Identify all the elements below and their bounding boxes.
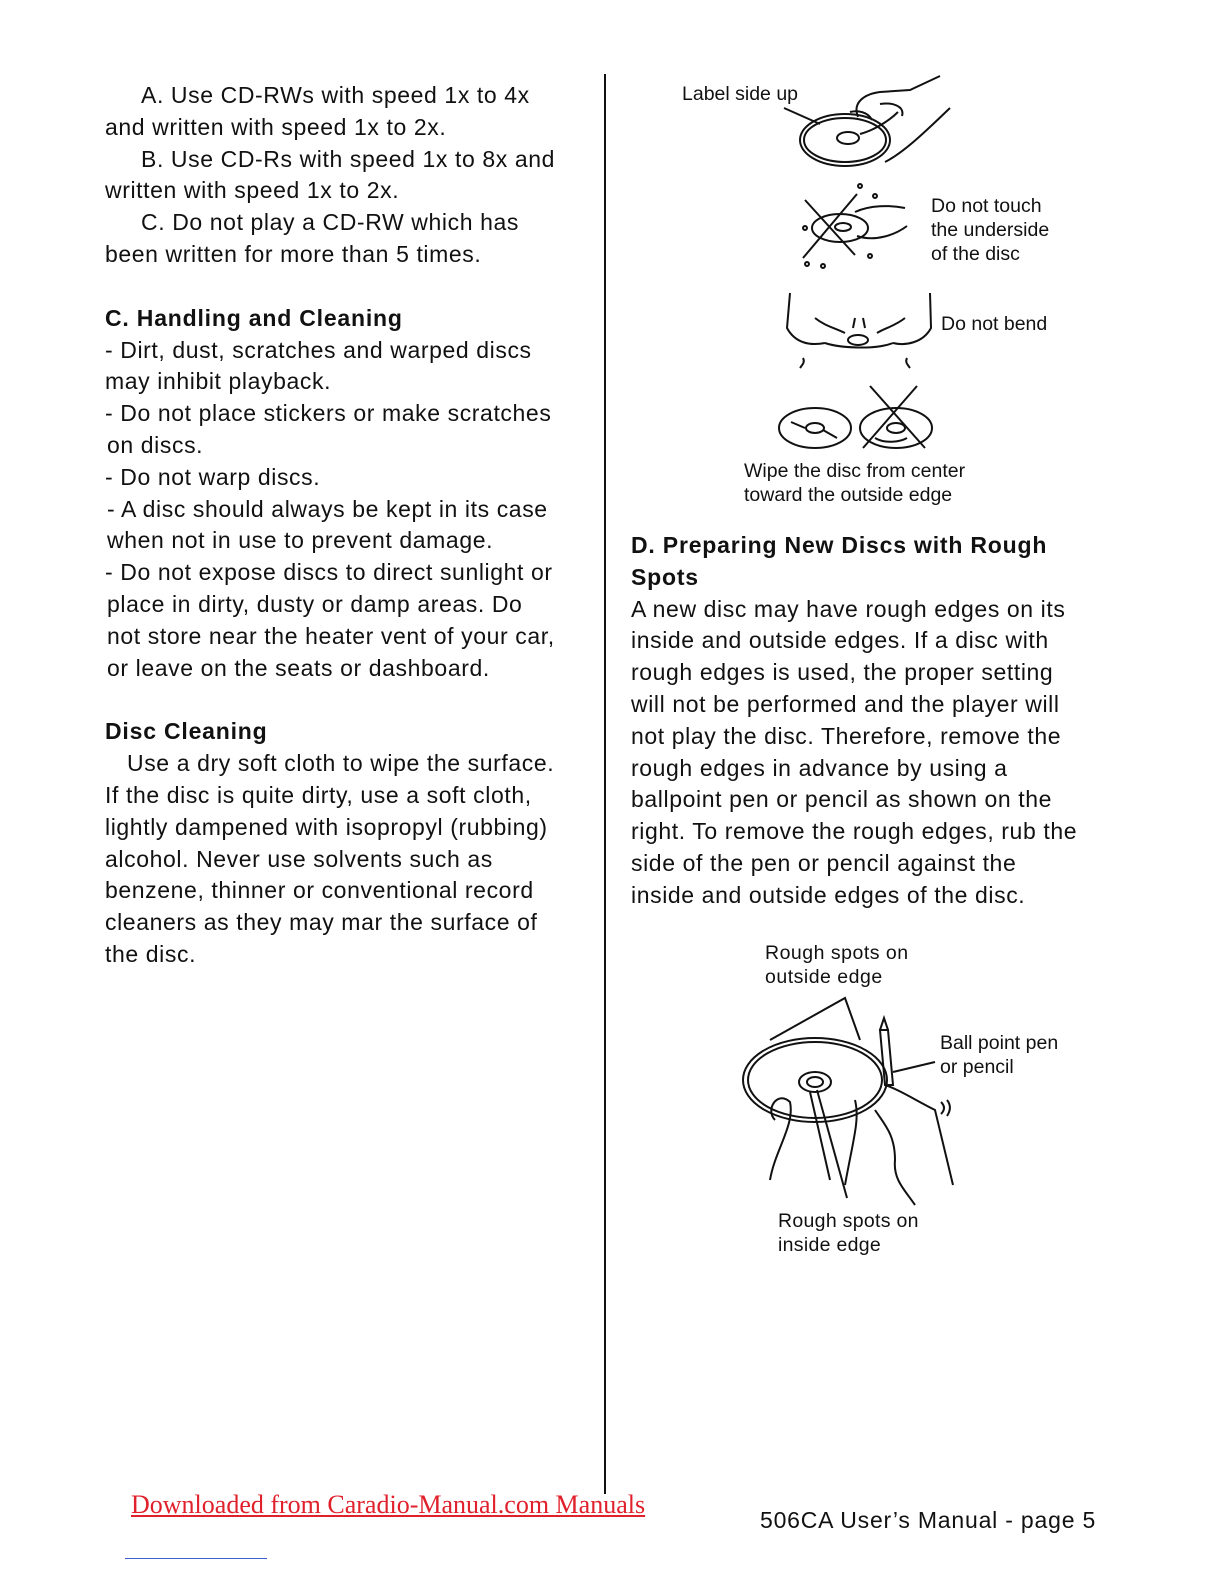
wipe-caption-line: toward the outside edge xyxy=(744,484,953,506)
handling-line: may inhibit playback. xyxy=(105,368,332,395)
do-not-touch-caption-line: of the disc xyxy=(931,243,1020,265)
right-column xyxy=(631,530,1121,912)
intro-line: and written with speed 1x to 2x. xyxy=(105,113,447,140)
handling-line: - A disc should always be kept in its case xyxy=(107,495,548,522)
column-divider xyxy=(604,74,606,1494)
handling-line: or leave on the seats or dashboard. xyxy=(107,654,490,681)
do-not-bend-illustration xyxy=(785,288,935,378)
handling-line: on discs. xyxy=(107,431,204,458)
preparing-heading-text: . Preparing New Discs with Rough xyxy=(648,532,1048,558)
intro-line: been written for more than 5 times. xyxy=(105,240,482,267)
cleaning-line: the disc. xyxy=(105,940,197,967)
preparing-line: rough edges is used, the proper setting xyxy=(631,659,1054,686)
preparing-line: inside and outside edges of the disc. xyxy=(631,881,1026,908)
preparing-line: not play the disc. Therefore, remove the xyxy=(631,722,1062,749)
page-number: 506CA User’s Manual - page 5 xyxy=(760,1507,1097,1533)
cleaning-line: benzene, thinner or conventional record xyxy=(105,877,534,904)
intro-line: B. Use CD-Rs with speed 1x to 8x and xyxy=(141,145,556,172)
rough-inside-caption-line: Rough spots on xyxy=(778,1210,919,1232)
handling-line: not store near the heater vent of your car, xyxy=(107,622,555,649)
intro-line: C. Do not play a CD-RW which has xyxy=(141,209,519,236)
intro-line: A. Use CD-RWs with speed 1x to 4x xyxy=(141,82,530,108)
handling-line: - Dirt, dust, scratches and warped discs xyxy=(105,336,532,363)
ball-point-caption-line: Ball point pen xyxy=(940,1032,1059,1054)
do-not-bend-caption: Do not bend xyxy=(941,313,1048,335)
wipe-disc-illustration xyxy=(775,382,940,452)
rough-outside-caption-line: outside edge xyxy=(765,966,883,988)
label-side-up-illustration xyxy=(780,72,960,172)
cleaning-line: Use a dry soft cloth to wipe the surface. xyxy=(127,750,555,777)
footer-rule xyxy=(125,1558,267,1559)
preparing-heading xyxy=(631,530,1121,562)
preparing-heading-prefix: D xyxy=(631,532,649,558)
ball-point-caption-line: or pencil xyxy=(940,1056,1014,1078)
cleaning-heading: Disc Cleaning xyxy=(105,718,268,745)
preparing-line: right. To remove the rough edges, rub the xyxy=(631,818,1078,845)
do-not-touch-caption-line: the underside xyxy=(931,219,1050,241)
preparing-line: inside and outside edges. If a disc with xyxy=(631,627,1049,654)
cleaning-line: If the disc is quite dirty, use a soft cloth, xyxy=(105,781,532,808)
cleaning-line: cleaners as they may mar the surface of xyxy=(105,909,538,936)
handling-line: - Do not expose discs to direct sunlight or xyxy=(105,559,553,586)
rough-inside-caption-line: inside edge xyxy=(778,1234,882,1256)
label-side-up-caption: Label side up xyxy=(682,83,799,105)
preparing-line: will not be performed and the player will xyxy=(631,690,1060,717)
cleaning-line: lightly dampened with isopropyl (rubbing) xyxy=(105,813,548,840)
handling-line: - Do not warp discs. xyxy=(105,463,321,490)
wipe-caption-line: Wipe the disc from center xyxy=(744,460,966,482)
handling-heading: C. Handling and Cleaning xyxy=(105,304,403,331)
cleaning-line: alcohol. Never use solvents such as xyxy=(105,845,493,872)
do-not-touch-illustration xyxy=(795,180,915,275)
preparing-line: rough edges in advance by using a xyxy=(631,754,1008,781)
preparing-line: A new disc may have rough edges on its xyxy=(631,595,1066,622)
left-column xyxy=(105,80,590,971)
download-source-link[interactable]: Downloaded from Caradio-Manual.com Manuals xyxy=(131,1490,646,1519)
intro-line: written with speed 1x to 2x. xyxy=(105,177,400,204)
handling-line: place in dirty, dusty or damp areas. Do xyxy=(107,590,523,617)
rough-spots-illustration xyxy=(735,990,965,1210)
preparing-heading-line2: Spots xyxy=(631,563,699,590)
preparing-line: ballpoint pen or pencil as shown on the xyxy=(631,786,1053,813)
preparing-line: side of the pen or pencil against the xyxy=(631,849,1017,876)
handling-line: when not in use to prevent damage. xyxy=(107,527,494,554)
handling-line: - Do not place stickers or make scratches xyxy=(105,400,552,427)
do-not-touch-caption-line: Do not touch xyxy=(931,195,1042,217)
rough-outside-caption-line: Rough spots on xyxy=(765,942,909,964)
